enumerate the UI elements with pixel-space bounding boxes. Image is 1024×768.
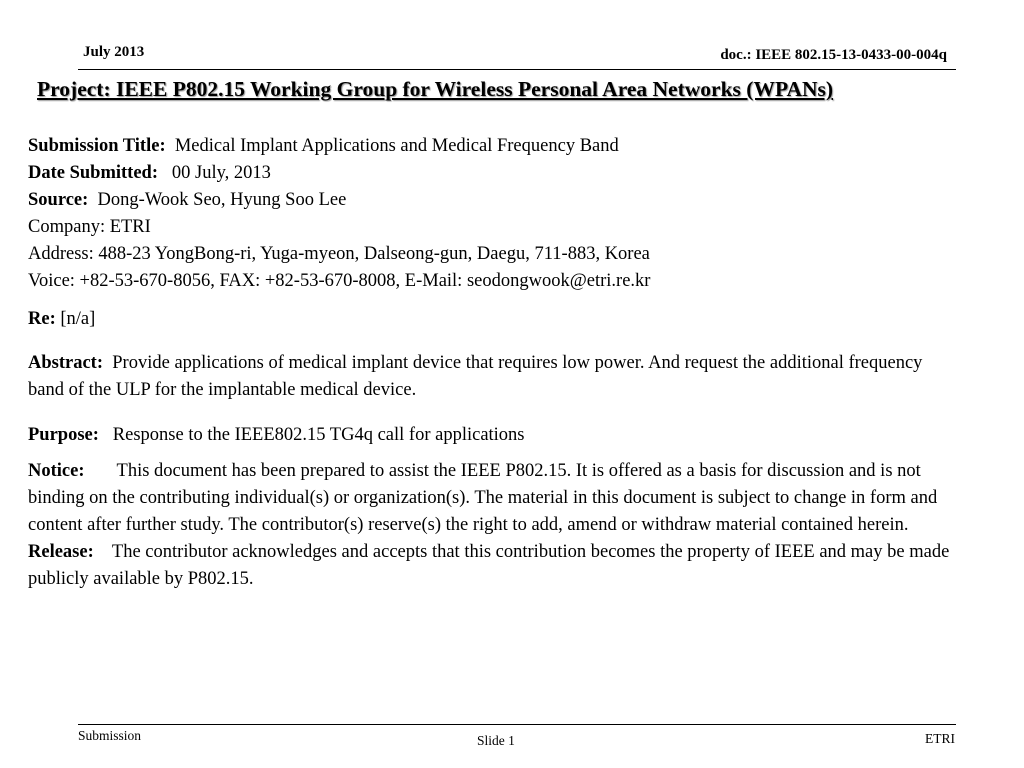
footer-slide-number: Slide 1 — [477, 733, 515, 748]
header-doc-id: doc.: IEEE 802.15-13-0433-00-004q — [720, 47, 947, 63]
footer-divider — [78, 724, 956, 725]
abstract-label: Abstract: — [28, 353, 104, 373]
source-label: Source: — [28, 190, 89, 210]
date-submitted-label: Date Submitted: — [28, 163, 159, 183]
footer-organization: ETRI — [925, 731, 955, 746]
submission-title-value: Medical Implant Applications and Medical Frequency Band — [174, 136, 619, 156]
release-text: The contributor acknowledges and accepts that this contribution becomes the property of IEEE and may be made publicly available by P802.15. — [28, 542, 950, 589]
re-line — [28, 306, 978, 333]
footer-submission: Submission — [78, 728, 142, 743]
purpose-line — [28, 422, 978, 449]
abstract-text: Provide applications of medical implant device that requires low power. And request the additional frequency band of the ULP for the implantable medical device. — [28, 353, 923, 400]
date-submitted-value: 00 July, 2013 — [171, 163, 271, 183]
abstract-paragraph — [28, 350, 958, 404]
purpose-label: Purpose: — [28, 425, 99, 445]
header-date: July 2013 — [83, 44, 145, 60]
date-submitted-line — [28, 160, 978, 187]
release-paragraph — [28, 539, 973, 593]
notice-label: Notice: — [28, 461, 85, 481]
submission-title-label: Submission Title: — [28, 136, 166, 156]
re-value: [n/a] — [60, 309, 96, 329]
source-value: Dong-Wook Seo, Hyung Soo Lee — [97, 190, 347, 210]
notice-text: This document has been prepared to assist the IEEE P802.15. It is offered as a basis for discussion and is not binding on the contributing individual(s) or organization(s). The material in this document is subject to change in form and content after further study. The contributor(s) reserve(s) the right to add, amend or withdraw material contained herein. — [28, 461, 938, 535]
submission-title-line — [28, 133, 978, 160]
notice-release-block — [28, 458, 973, 593]
notice-paragraph — [28, 458, 973, 539]
header-divider — [78, 69, 956, 70]
address-line: Address: 488-23 YongBong-ri, Yuga-myeon, Dalseong-gun, Daegu, 711-883, Korea — [28, 244, 650, 264]
project-title: Project: IEEE P802.15 Working Group for Wireless Personal Area Networks (WPANs) — [37, 77, 834, 101]
source-line — [28, 187, 978, 214]
purpose-value: Response to the IEEE802.15 TG4q call for applications — [112, 425, 525, 445]
re-label: Re: — [28, 309, 56, 329]
voice-line: Voice: +82-53-670-8056, FAX: +82-53-670-8008, E-Mail: seodongwook@etri.re.kr — [28, 271, 651, 291]
release-label: Release: — [28, 542, 94, 562]
company-line: Company: ETRI — [28, 217, 151, 237]
